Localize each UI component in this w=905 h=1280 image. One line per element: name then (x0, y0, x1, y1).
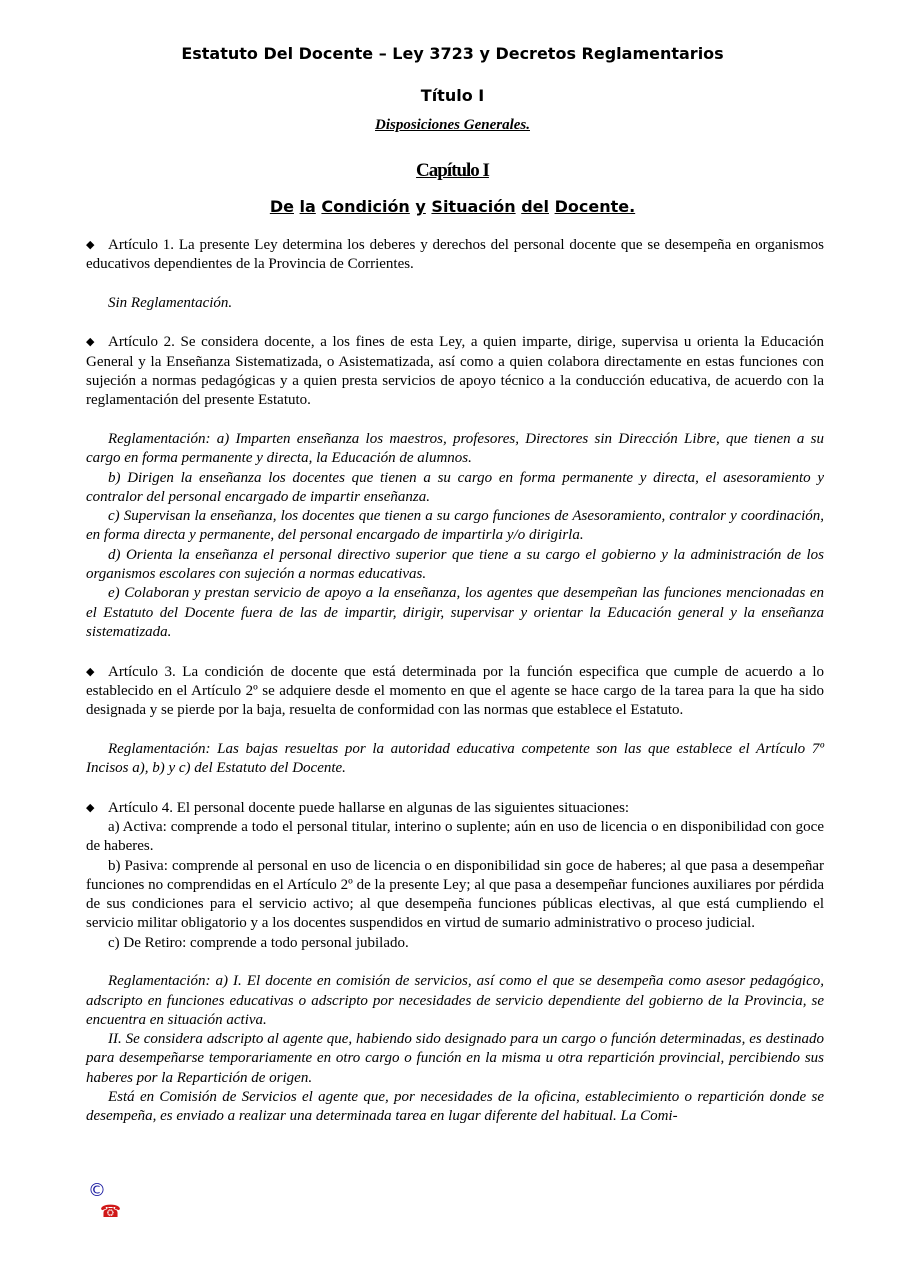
phone-icon: ☎ (100, 1202, 122, 1222)
article-2-regulation-e: e) Colaboran y prestan servicio de apoyo a la enseñanza, los agentes que desempeñan las funciones mencionadas en el Estatuto del Docente fuera de las de impartir, dirigir, supervisar y orientar la Educación general y la enseñanza sistematizada. (86, 585, 824, 640)
subtitle-word: Docente. (554, 197, 636, 216)
article-4-item-a: a) Activa: comprende a todo el personal titular, interino o suplente; aún en uso de licencia o en disponibilidad con goce de haberes. (86, 818, 824, 855)
article-text: Artículo 2. Se considera docente, a los fines de esta Ley, a quien imparte, dirige, supervisa u orienta la Educación General y la Enseñanza Sistematizada, o Asistematizada, así como a quien colabora directamente en estas funciones con sujeción a normas pedagógicas y a quien presta servicios de apoyo técnico a la conducción educativa, de acuerdo con la reglamentación del presente Estatuto. (86, 334, 824, 409)
section-heading: Disposiciones Generales. (375, 117, 530, 133)
article-2-regulation-d: d) Orienta la enseñanza el personal directivo superior que tiene a su cargo el gobierno y la administración de los organismos escolares con sujeción a normas educativas. (86, 546, 824, 583)
article-1 (86, 235, 824, 275)
subtitle-word: Condición (321, 197, 410, 216)
diamond-bullet-icon: ◆ (86, 664, 95, 678)
article-2 (86, 332, 824, 410)
article-1-regulation: Sin Reglamentación. (108, 294, 233, 311)
article-4-item-c: c) De Retiro: comprende a todo personal jubilado. (108, 934, 409, 951)
copyright-icon: © (88, 1180, 106, 1201)
article-4 (86, 798, 824, 818)
diamond-bullet-icon: ◆ (86, 800, 95, 814)
subtitle-word: la (299, 197, 316, 216)
article-text: Artículo 3. La condición de docente que está determinada por la función especifica que cumple de acuerdo a lo establecido en el Artículo 2º se adquiere desde el momento en que el agente se hace cargo de la tarea para la que ha sido designada y se pierde por la baja, resuelta de conformidad con las normas que establece el Estatuto. (86, 663, 824, 719)
subtitle-word: del (521, 197, 549, 216)
article-4-item-b: b) Pasiva: comprende al personal en uso de licencia o en disponibilidad sin goce de haberes; al que pasa a desempeñar funciones no comprendidas en el Artículo 2º de la presente Ley; al que pasa a desempeñar funciones auxiliares por pérdida de sus condiciones para el servicio activo; al que desempeña funciones públicas electivas, al que está cumpliendo el servicio militar obligatorio y a los docentes suspendidos en virtud de sumario administrativo o proceso judicial. (86, 857, 824, 932)
diamond-bullet-icon: ◆ (86, 335, 95, 349)
document-title: Estatuto Del Docente – Ley 3723 y Decretos Reglamentarios (181, 44, 724, 63)
subtitle-word: y (415, 197, 426, 216)
chapter-subtitle (0, 197, 905, 216)
article-3-regulation: Reglamentación: Las bajas resueltas por la autoridad educativa competente son las que establece el Artículo 7º Incisos a), b) y c) del Estatuto del Docente. (86, 740, 824, 777)
chapter-heading: Capítulo I (416, 160, 489, 181)
subtitle-word: Situación (431, 197, 516, 216)
article-4-regulation-2: II. Se considera adscripto al agente que, habiendo sido designado para un cargo o función determinadas, es destinado para desempeñarse temporariamente en otro cargo o función en la misma u otra repartición provincial, percibiendo sus haberes por la Repartición de origen. (86, 1031, 824, 1086)
article-2-regulation-b: b) Dirigen la enseñanza los docentes que tienen a su cargo en forma permanente y directa, el asesoramiento y contralor del personal encargado de impartir enseñanza. (86, 469, 824, 505)
subtitle-word: De (269, 197, 294, 216)
article-2-regulation-a: Reglamentación: a) Imparten enseñanza los maestros, profesores, Directores sin Dirección Libre, que tienen a su cargo en forma permanente y directa, la Educación de alumnos. (86, 430, 824, 467)
article-text: Artículo 1. La presente Ley determina los deberes y derechos del personal docente que se desempeña en organismos educativos dependientes de la Provincia de Corrientes. (86, 237, 824, 273)
article-2-regulation-c: c) Supervisan la enseñanza, los docentes que tienen a su cargo funciones de Asesoramiento, contralor y coordinación, en forma directa y permanente, del personal encargado de impartirla y/o dirigirla. (86, 508, 824, 544)
article-4-regulation-3: Está en Comisión de Servicios el agente que, por necesidades de la oficina, establecimiento o repartición donde se desempeña, es enviado a realizar una determinada tarea en lugar diferente del habitual. La Comi- (86, 1089, 824, 1125)
article-text: Artículo 4. El personal docente puede hallarse en algunas de las siguientes situaciones: (108, 799, 630, 816)
article-3 (86, 662, 824, 721)
article-4-regulation-1: Reglamentación: a) I. El docente en comisión de servicios, así como el que se desempeña como asesor pedagógico, adscripto en funciones educativas o adscripto por necesidades de servicio dependiente del gobierno de la Provincia, se encuentra en situación activa. (86, 973, 824, 1028)
title-heading: Título I (420, 86, 485, 105)
document-body (86, 235, 824, 1127)
diamond-bullet-icon: ◆ (86, 238, 95, 251)
